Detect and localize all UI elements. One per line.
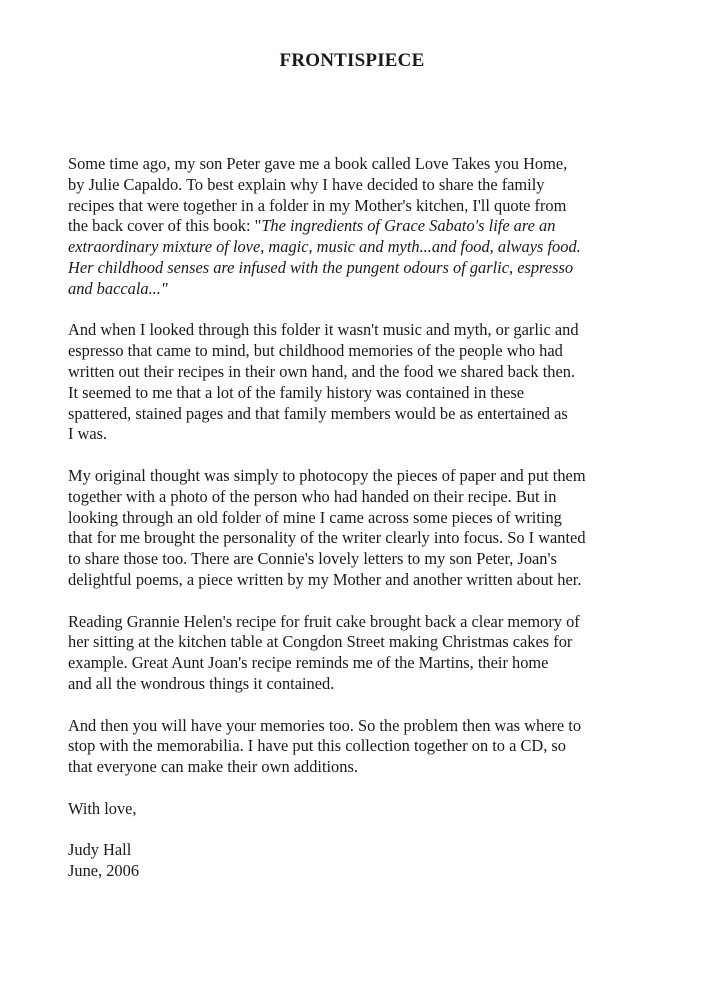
text-line: [68, 175, 664, 196]
text-line-content: written out their recipes in their own hand, and the food we shared back then.: [68, 361, 576, 381]
signature-name: Judy Hall: [68, 840, 132, 860]
paragraph: [68, 799, 664, 820]
text-line-content: stop with the memorabilia. I have put this collection together on to a CD, so: [68, 736, 566, 756]
text-line: [68, 341, 664, 362]
text-line: [68, 154, 664, 175]
text-line: [68, 736, 664, 757]
text-line-content: her sitting at the kitchen table at Congdon Street making Christmas cakes for: [68, 632, 573, 652]
text-line-content: And then you will have your memories too. So the problem then was where to: [68, 715, 582, 735]
text-line: [68, 799, 664, 820]
text-line: [68, 237, 664, 258]
text-line: [68, 362, 664, 383]
text-line: [68, 632, 664, 653]
quote-start: The ingredients of Grace Sabato's life are an: [261, 216, 556, 236]
text-line: [68, 653, 664, 674]
text-line-content: Some time ago, my son Peter gave me a book called Love Takes you Home,: [68, 154, 568, 173]
text-line-content: I was.: [68, 424, 108, 444]
text-line: [68, 216, 664, 237]
text-line: [68, 528, 664, 549]
letter-body: [68, 154, 664, 882]
text-line-content: recipes that were together in a folder in my Mother's kitchen, I'll quote from: [68, 195, 567, 215]
text-line-content: extraordinary mixture of love, magic, music and myth...and food, always food.: [68, 237, 581, 257]
text-line-content: Her childhood senses are infused with the pungent odours of garlic, espresso: [68, 257, 574, 277]
text-line: [68, 404, 664, 425]
text-line-content: espresso that came to mind, but childhood memories of the people who had: [68, 341, 563, 361]
text-line: [68, 383, 664, 404]
paragraph: [68, 466, 664, 591]
text-line: [68, 549, 664, 570]
paragraph-list: [68, 154, 664, 820]
text-line: [68, 508, 664, 529]
paragraph: [68, 320, 664, 445]
text-line: [68, 716, 664, 737]
text-line: [68, 570, 664, 591]
text-line-content: to share those too. There are Connie's lovely letters to my son Peter, Joan's: [68, 549, 557, 569]
text-line: [68, 196, 664, 217]
text-line-content: delightful poems, a piece written by my Mother and another written about her.: [68, 569, 582, 589]
text-line-content: It seemed to me that a lot of the family history was contained in these: [68, 382, 525, 402]
text-line-content: With love,: [68, 798, 137, 818]
signature-block: [68, 840, 664, 882]
text-line: [68, 424, 664, 445]
page-title: FRONTISPIECE: [279, 50, 425, 71]
text-line-content: that everyone can make their own additions.: [68, 757, 358, 777]
text-line-content: And when I looked through this folder it wasn't music and myth, or garlic and: [68, 320, 579, 340]
text-line-content: and baccala...": [68, 278, 168, 298]
paragraph: [68, 612, 664, 695]
text-line-content: the back cover of this book: ": [68, 216, 262, 236]
text-line: [68, 487, 664, 508]
text-line: [68, 757, 664, 778]
text-line: [68, 320, 664, 341]
text-line-content: example. Great Aunt Joan's recipe reminds me of the Martins, their home: [68, 653, 549, 673]
text-line: [68, 258, 664, 279]
text-line: [68, 612, 664, 633]
paragraph: [68, 154, 664, 300]
text-line: [68, 466, 664, 487]
text-line: [68, 674, 664, 695]
text-line-content: by Julie Capaldo. To best explain why I have decided to share the family: [68, 174, 545, 194]
text-line-content: together with a photo of the person who had handed on their recipe. But in: [68, 486, 557, 506]
text-line-content: My original thought was simply to photocopy the pieces of paper and put them: [68, 465, 586, 485]
text-line-content: and all the wondrous things it contained.: [68, 673, 335, 693]
signature-date: June, 2006: [68, 861, 140, 881]
text-line-content: Reading Grannie Helen's recipe for fruit cake brought back a clear memory of: [68, 611, 580, 631]
text-line: [68, 279, 664, 300]
paragraph: [68, 716, 664, 778]
text-line-content: that for me brought the personality of the writer clearly into focus. So I wanted: [68, 528, 586, 548]
text-line-content: spattered, stained pages and that family members would be as entertained as: [68, 403, 568, 423]
text-line-content: looking through an old folder of mine I came across some pieces of writing: [68, 507, 562, 527]
